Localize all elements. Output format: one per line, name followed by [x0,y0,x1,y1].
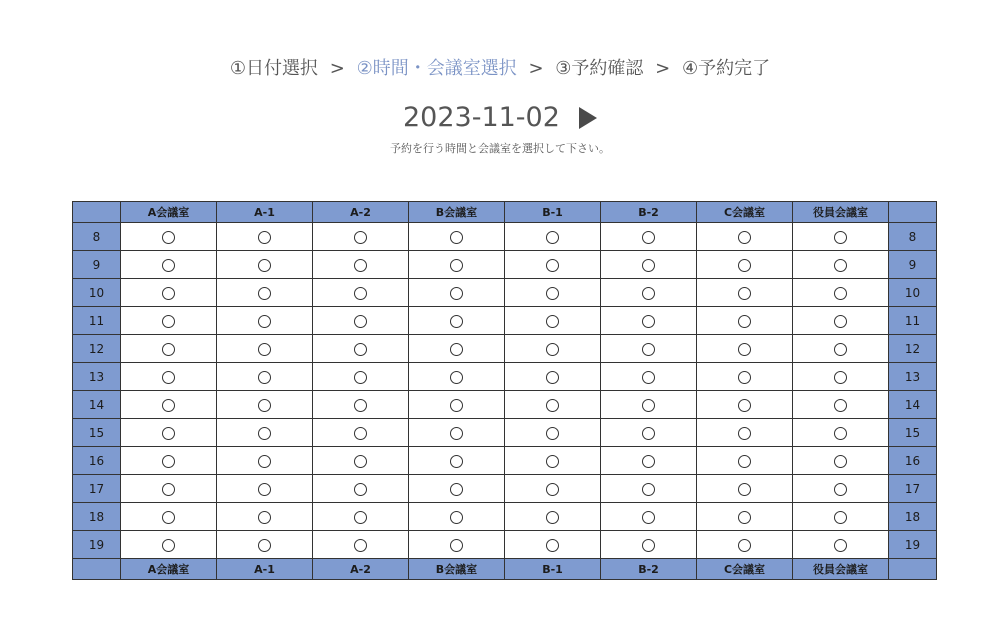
available-circle-icon[interactable] [738,343,751,356]
hour-label-right: 15 [889,419,937,447]
available-circle-icon[interactable] [450,399,463,412]
time-slot-cell[interactable] [121,531,217,559]
time-slot-cell[interactable] [793,391,889,419]
available-circle-icon[interactable] [546,539,559,552]
hour-label-left: 9 [73,251,121,279]
available-circle-icon[interactable] [738,539,751,552]
available-circle-icon[interactable] [546,399,559,412]
hour-label-right: 11 [889,307,937,335]
footer-room-name: A会議室 [121,559,217,580]
time-slot-cell[interactable] [217,223,313,251]
time-slot-cell[interactable] [601,475,697,503]
available-circle-icon[interactable] [642,287,655,300]
footer-room-name: A-1 [217,559,313,580]
time-slot-cell[interactable] [409,363,505,391]
time-slot-cell[interactable] [121,419,217,447]
time-slot-cell[interactable] [409,307,505,335]
time-slot-cell[interactable] [121,447,217,475]
time-slot-cell[interactable] [121,307,217,335]
time-slot-cell[interactable] [505,391,601,419]
hour-row [73,335,937,363]
time-slot-cell[interactable] [601,251,697,279]
available-circle-icon[interactable] [162,483,175,496]
time-slot-cell[interactable] [409,335,505,363]
available-circle-icon[interactable] [834,539,847,552]
time-slot-cell[interactable] [121,391,217,419]
footer-corner-cell [889,559,937,580]
time-slot-cell[interactable] [121,279,217,307]
time-slot-cell[interactable] [121,223,217,251]
time-slot-cell[interactable] [793,251,889,279]
available-circle-icon[interactable] [162,315,175,328]
available-circle-icon[interactable] [450,315,463,328]
header-room-name: B-1 [505,202,601,223]
available-circle-icon[interactable] [354,483,367,496]
hour-label-right: 12 [889,335,937,363]
time-slot-cell[interactable] [601,391,697,419]
instruction-text: 予約を行う時間と会議室を選択して下さい。 [390,142,610,155]
available-circle-icon[interactable] [834,259,847,272]
available-circle-icon[interactable] [354,259,367,272]
time-slot-cell[interactable] [697,363,793,391]
available-circle-icon[interactable] [546,511,559,524]
hour-label-left: 14 [73,391,121,419]
time-slot-cell[interactable] [601,335,697,363]
time-slot-cell[interactable] [697,279,793,307]
hour-row [73,447,937,475]
available-circle-icon[interactable] [546,287,559,300]
available-circle-icon[interactable] [162,231,175,244]
available-circle-icon[interactable] [834,399,847,412]
available-circle-icon[interactable] [834,371,847,384]
available-circle-icon[interactable] [738,399,751,412]
available-circle-icon[interactable] [258,399,271,412]
available-circle-icon[interactable] [354,315,367,328]
step-2-active: ②時間・会議室選択 [356,58,517,79]
available-circle-icon[interactable] [642,483,655,496]
available-circle-icon[interactable] [354,371,367,384]
time-slot-cell[interactable] [697,335,793,363]
header-corner-cell [73,202,121,223]
time-slot-cell[interactable] [601,223,697,251]
header-room-name: A-1 [217,202,313,223]
available-circle-icon[interactable] [162,343,175,356]
hour-row [73,363,937,391]
hour-label-left: 10 [73,279,121,307]
available-circle-icon[interactable] [450,343,463,356]
available-circle-icon[interactable] [738,315,751,328]
step-1: ①日付選択 [229,58,319,79]
time-slot-cell[interactable] [505,223,601,251]
available-circle-icon[interactable] [642,539,655,552]
hour-row [73,251,937,279]
time-slot-cell[interactable] [217,419,313,447]
header-room-name: C会議室 [697,202,793,223]
time-slot-cell[interactable] [793,307,889,335]
time-slot-cell[interactable] [217,307,313,335]
time-slot-cell[interactable] [793,475,889,503]
time-slot-cell[interactable] [217,503,313,531]
available-circle-icon[interactable] [738,287,751,300]
hour-label-left: 16 [73,447,121,475]
time-slot-cell[interactable] [505,363,601,391]
time-slot-cell[interactable] [697,503,793,531]
time-slot-cell[interactable] [505,335,601,363]
available-circle-icon[interactable] [546,259,559,272]
time-slot-cell[interactable] [217,475,313,503]
time-slot-cell[interactable] [409,279,505,307]
time-slot-cell[interactable] [409,447,505,475]
available-circle-icon[interactable] [258,511,271,524]
step-3: ③予約確認 [555,58,644,79]
time-slot-cell[interactable] [793,363,889,391]
available-circle-icon[interactable] [834,231,847,244]
available-circle-icon[interactable] [258,287,271,300]
hour-row [73,307,937,335]
available-circle-icon[interactable] [642,259,655,272]
hour-label-left: 15 [73,419,121,447]
header-room-name: A会議室 [121,202,217,223]
hour-row [73,223,937,251]
time-slot-cell[interactable] [601,419,697,447]
date-navigation [0,100,1000,136]
available-circle-icon[interactable] [450,455,463,468]
time-slot-cell[interactable] [409,475,505,503]
available-circle-icon[interactable] [546,483,559,496]
time-slot-cell[interactable] [217,363,313,391]
available-circle-icon[interactable] [738,231,751,244]
available-circle-icon[interactable] [450,231,463,244]
available-circle-icon[interactable] [834,455,847,468]
time-slot-cell[interactable] [121,503,217,531]
available-circle-icon[interactable] [834,511,847,524]
step-breadcrumb [0,57,1000,81]
available-circle-icon[interactable] [738,511,751,524]
available-circle-icon[interactable] [258,371,271,384]
available-circle-icon[interactable] [738,259,751,272]
step-separator: > [655,58,671,79]
room-header-row [73,202,937,223]
available-circle-icon[interactable] [258,231,271,244]
available-circle-icon[interactable] [354,427,367,440]
available-circle-icon[interactable] [834,343,847,356]
time-slot-cell[interactable] [121,335,217,363]
available-circle-icon[interactable] [354,231,367,244]
time-slot-cell[interactable] [793,503,889,531]
available-circle-icon[interactable] [546,455,559,468]
room-footer-row [73,559,937,580]
time-slot-cell[interactable] [409,223,505,251]
available-circle-icon[interactable] [738,427,751,440]
time-slot-cell[interactable] [505,279,601,307]
available-circle-icon[interactable] [258,455,271,468]
hour-label-right: 16 [889,447,937,475]
available-circle-icon[interactable] [738,455,751,468]
time-slot-cell[interactable] [121,251,217,279]
time-slot-cell[interactable] [217,447,313,475]
available-circle-icon[interactable] [450,371,463,384]
available-circle-icon[interactable] [834,483,847,496]
time-slot-cell[interactable] [601,447,697,475]
available-circle-icon[interactable] [258,315,271,328]
time-slot-cell[interactable] [313,447,409,475]
time-slot-cell[interactable] [697,223,793,251]
available-circle-icon[interactable] [642,343,655,356]
available-circle-icon[interactable] [258,539,271,552]
hour-label-right: 17 [889,475,937,503]
available-circle-icon[interactable] [450,483,463,496]
available-circle-icon[interactable] [834,315,847,328]
available-circle-icon[interactable] [642,455,655,468]
hour-label-left: 11 [73,307,121,335]
hour-row [73,419,937,447]
time-slot-cell[interactable] [793,279,889,307]
available-circle-icon[interactable] [546,231,559,244]
available-circle-icon[interactable] [354,511,367,524]
room-schedule-table [72,201,937,580]
footer-room-name: A-2 [313,559,409,580]
available-circle-icon[interactable] [162,371,175,384]
time-slot-cell[interactable] [601,307,697,335]
time-slot-cell[interactable] [697,307,793,335]
time-slot-cell[interactable] [409,503,505,531]
time-slot-cell[interactable] [505,419,601,447]
available-circle-icon[interactable] [354,343,367,356]
selected-date: 2023-11-02 [402,102,560,133]
footer-corner-cell [73,559,121,580]
time-slot-cell[interactable] [793,223,889,251]
time-slot-cell[interactable] [313,335,409,363]
footer-room-name: B-1 [505,559,601,580]
available-circle-icon[interactable] [162,399,175,412]
time-slot-cell[interactable] [505,503,601,531]
available-circle-icon[interactable] [450,287,463,300]
hour-row [73,279,937,307]
available-circle-icon[interactable] [162,427,175,440]
time-slot-cell[interactable] [409,391,505,419]
footer-room-name: B-2 [601,559,697,580]
step-4: ④予約完了 [681,58,771,79]
time-slot-cell[interactable] [313,251,409,279]
hour-label-left: 18 [73,503,121,531]
footer-room-name: B会議室 [409,559,505,580]
available-circle-icon[interactable] [450,259,463,272]
hour-label-right: 10 [889,279,937,307]
footer-room-name: C会議室 [697,559,793,580]
available-circle-icon[interactable] [450,539,463,552]
hour-label-left: 19 [73,531,121,559]
time-slot-cell[interactable] [313,503,409,531]
hour-label-right: 19 [889,531,937,559]
available-circle-icon[interactable] [162,455,175,468]
time-slot-cell[interactable] [601,279,697,307]
time-slot-cell[interactable] [217,391,313,419]
time-slot-cell[interactable] [313,531,409,559]
time-slot-cell[interactable] [313,475,409,503]
available-circle-icon[interactable] [642,371,655,384]
time-slot-cell[interactable] [217,279,313,307]
time-slot-cell[interactable] [313,419,409,447]
time-slot-cell[interactable] [697,251,793,279]
time-slot-cell[interactable] [505,447,601,475]
time-slot-cell[interactable] [601,363,697,391]
available-circle-icon[interactable] [258,343,271,356]
available-circle-icon[interactable] [642,511,655,524]
schedule-body [73,223,937,559]
time-slot-cell[interactable] [505,251,601,279]
time-slot-cell[interactable] [697,419,793,447]
available-circle-icon[interactable] [354,287,367,300]
hour-label-right: 13 [889,363,937,391]
available-circle-icon[interactable] [834,427,847,440]
header-room-name: B会議室 [409,202,505,223]
time-slot-cell[interactable] [793,447,889,475]
header-room-name: B-2 [601,202,697,223]
footer-room-name: 役員会議室 [793,559,889,580]
step-separator: > [528,58,544,79]
time-slot-cell[interactable] [505,475,601,503]
time-slot-cell[interactable] [313,391,409,419]
available-circle-icon[interactable] [450,427,463,440]
time-slot-cell[interactable] [601,503,697,531]
header-room-name: A-2 [313,202,409,223]
time-slot-cell[interactable] [793,335,889,363]
time-slot-cell[interactable] [121,363,217,391]
available-circle-icon[interactable] [258,259,271,272]
available-circle-icon[interactable] [354,539,367,552]
time-slot-cell[interactable] [121,475,217,503]
available-circle-icon[interactable] [354,399,367,412]
time-slot-cell[interactable] [697,531,793,559]
hour-label-right: 18 [889,503,937,531]
available-circle-icon[interactable] [162,259,175,272]
available-circle-icon[interactable] [642,315,655,328]
time-slot-cell[interactable] [505,307,601,335]
hour-row [73,475,937,503]
available-circle-icon[interactable] [546,427,559,440]
header-corner-cell [889,202,937,223]
time-slot-cell[interactable] [313,307,409,335]
available-circle-icon[interactable] [162,287,175,300]
available-circle-icon[interactable] [162,511,175,524]
time-slot-cell[interactable] [601,531,697,559]
available-circle-icon[interactable] [642,231,655,244]
hour-row [73,503,937,531]
hour-row [73,391,937,419]
next-date-icon[interactable] [579,107,597,129]
hour-label-left: 8 [73,223,121,251]
hour-row [73,531,937,559]
step-separator: > [329,58,345,79]
header-room-name: 役員会議室 [793,202,889,223]
time-slot-cell[interactable] [793,531,889,559]
available-circle-icon[interactable] [642,399,655,412]
available-circle-icon[interactable] [258,427,271,440]
time-slot-cell[interactable] [313,363,409,391]
time-slot-cell[interactable] [697,475,793,503]
time-slot-cell[interactable] [313,279,409,307]
time-slot-cell[interactable] [409,251,505,279]
time-slot-cell[interactable] [313,223,409,251]
available-circle-icon[interactable] [546,315,559,328]
time-slot-cell[interactable] [217,335,313,363]
time-slot-cell[interactable] [697,391,793,419]
time-slot-cell[interactable] [697,447,793,475]
available-circle-icon[interactable] [450,511,463,524]
available-circle-icon[interactable] [738,371,751,384]
time-slot-cell[interactable] [409,419,505,447]
available-circle-icon[interactable] [162,539,175,552]
available-circle-icon[interactable] [546,371,559,384]
available-circle-icon[interactable] [258,483,271,496]
time-slot-cell[interactable] [793,419,889,447]
hour-label-right: 9 [889,251,937,279]
hour-label-right: 8 [889,223,937,251]
hour-label-left: 17 [73,475,121,503]
time-slot-cell[interactable] [505,531,601,559]
time-slot-cell[interactable] [217,251,313,279]
time-slot-cell[interactable] [409,531,505,559]
available-circle-icon[interactable] [642,427,655,440]
hour-label-left: 13 [73,363,121,391]
available-circle-icon[interactable] [834,287,847,300]
available-circle-icon[interactable] [738,483,751,496]
available-circle-icon[interactable] [546,343,559,356]
time-slot-cell[interactable] [217,531,313,559]
hour-label-left: 12 [73,335,121,363]
available-circle-icon[interactable] [354,455,367,468]
hour-label-right: 14 [889,391,937,419]
